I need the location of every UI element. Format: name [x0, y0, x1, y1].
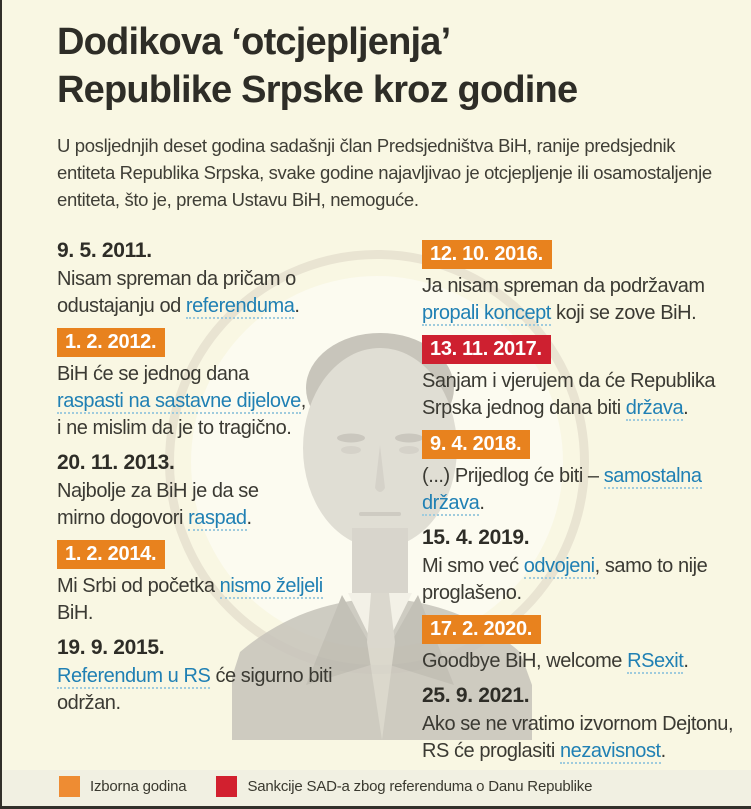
page-title-line2: Republike Srpske kroz godine: [57, 69, 578, 111]
quote-text: BiH će se jednog dana: [57, 363, 249, 385]
intro-line3: entiteta, što je, prema Ustavu BiH, nemoguće.: [57, 189, 419, 210]
quote-text: proglašeno.: [422, 582, 522, 604]
quote-text: Ako se ne vratimo izvornom Dejtonu,: [422, 713, 734, 735]
entry-quote: [57, 266, 397, 320]
quote-text: .: [683, 397, 689, 419]
legend-label: Sankcije SAD-a zbog referenduma o Danu Republike: [247, 778, 593, 795]
entry-date: 25. 9. 2021.: [422, 684, 530, 707]
quote-text: će sigurno biti: [210, 665, 333, 687]
quote-text: mirno dogovori: [57, 507, 189, 529]
quote-text: koji se zove BiH.: [550, 302, 697, 324]
quote-link[interactable]: RSexit: [627, 650, 684, 672]
entry-date-badge-red: 13. 11. 2017.: [422, 335, 551, 364]
timeline-entry: [57, 635, 397, 717]
entry-quote: [422, 711, 751, 765]
quote-text: Mi smo već: [422, 555, 524, 577]
quote-link[interactable]: država: [422, 492, 480, 514]
quote-text: Sanjam i vjerujem da će Republika: [422, 370, 716, 392]
quote-text: , samo to nije: [594, 555, 708, 577]
entry-quote: [57, 478, 397, 532]
quote-link[interactable]: odvojeni: [523, 555, 595, 577]
entry-date: 20. 11. 2013.: [57, 451, 175, 474]
entry-date: 19. 9. 2015.: [57, 636, 165, 659]
entry-quote: [422, 368, 751, 422]
quote-text: Mi Srbi od početka: [57, 575, 220, 597]
entry-date-badge-orange: 1. 2. 2014.: [57, 540, 165, 569]
quote-text: .: [683, 650, 689, 672]
quote-text: i ne mislim da je to tragično.: [57, 417, 292, 439]
timeline-entry: [422, 525, 751, 607]
quote-link[interactable]: referenduma: [185, 295, 295, 317]
quote-link[interactable]: nismo željeli: [219, 575, 323, 597]
quote-text: BiH.: [57, 602, 93, 624]
entry-date-badge-orange: 17. 2. 2020.: [422, 615, 541, 644]
timeline-column-right: [422, 240, 751, 773]
quote-link[interactable]: država: [625, 397, 684, 419]
entry-date-badge-orange: 9. 4. 2018.: [422, 430, 530, 459]
quote-text: održan.: [57, 692, 121, 714]
intro-line2: entiteta Republika Srpska, svake godine najavljivao je otcjepljenje ili osamostaljenje: [57, 162, 712, 183]
legend-swatch-red: [216, 776, 237, 797]
entry-date: 15. 4. 2019.: [422, 526, 530, 549]
quote-text: Goodbye BiH, welcome: [422, 650, 628, 672]
timeline-entry: [57, 238, 397, 320]
entry-quote: [422, 648, 751, 675]
entry-quote: [57, 573, 397, 627]
intro-line1: U posljednjih deset godina sadašnji član Predsjedništva BiH, ranije predsjednik: [57, 135, 676, 156]
entry-quote: [422, 273, 751, 327]
timeline-entry: [422, 335, 751, 422]
intro-paragraph: [57, 132, 712, 213]
entry-quote: [57, 663, 397, 717]
quote-text: ,: [300, 390, 306, 412]
legend-swatch-orange: [59, 776, 80, 797]
quote-text: Najbolje za BiH je da se: [57, 480, 259, 502]
quote-text: .: [246, 507, 252, 529]
page-title-line1: Dodikova ‘otcjepljenja’: [57, 21, 451, 63]
quote-text: .: [294, 295, 300, 317]
quote-link[interactable]: samostalna: [603, 465, 702, 487]
timeline-entry: [57, 328, 397, 442]
timeline-entry: [57, 540, 397, 627]
timeline-column-left: [57, 238, 397, 725]
timeline-entry: [57, 450, 397, 532]
quote-link[interactable]: raspad: [188, 507, 247, 529]
legend-label: Izborna godina: [90, 778, 187, 795]
entry-date: 9. 5. 2011.: [57, 239, 152, 262]
entry-quote: [57, 361, 397, 442]
timeline-entry: [422, 615, 751, 675]
legend: [59, 776, 592, 797]
quote-link[interactable]: nezavisnost: [559, 740, 661, 762]
timeline-entry: [422, 240, 751, 327]
timeline-entry: [422, 430, 751, 517]
quote-text: Nisam spreman da pričam o: [57, 268, 296, 290]
entry-date-badge-orange: 12. 10. 2016.: [422, 240, 552, 269]
quote-text: .: [479, 492, 485, 514]
quote-link[interactable]: Referendum u RS: [57, 665, 211, 687]
legend-item: [59, 776, 186, 797]
entry-quote: [422, 463, 751, 517]
quote-link[interactable]: raspasti na sastavne dijelove: [57, 390, 301, 412]
quote-text: odustajanju od: [57, 295, 186, 317]
legend-item: [216, 776, 592, 797]
quote-text: RS će proglasiti: [422, 740, 560, 762]
entry-date-badge-orange: 1. 2. 2012.: [57, 328, 165, 357]
quote-text: Ja nisam spreman da podržavam: [422, 275, 705, 297]
timeline-entry: [422, 683, 751, 765]
entry-quote: [422, 553, 751, 607]
quote-text: (...) Prijedlog će biti –: [422, 465, 604, 487]
quote-text: .: [660, 740, 666, 762]
quote-link[interactable]: propali koncept: [422, 302, 551, 324]
quote-text: Srpska jednog dana biti: [422, 397, 626, 419]
page-title: [57, 18, 577, 114]
